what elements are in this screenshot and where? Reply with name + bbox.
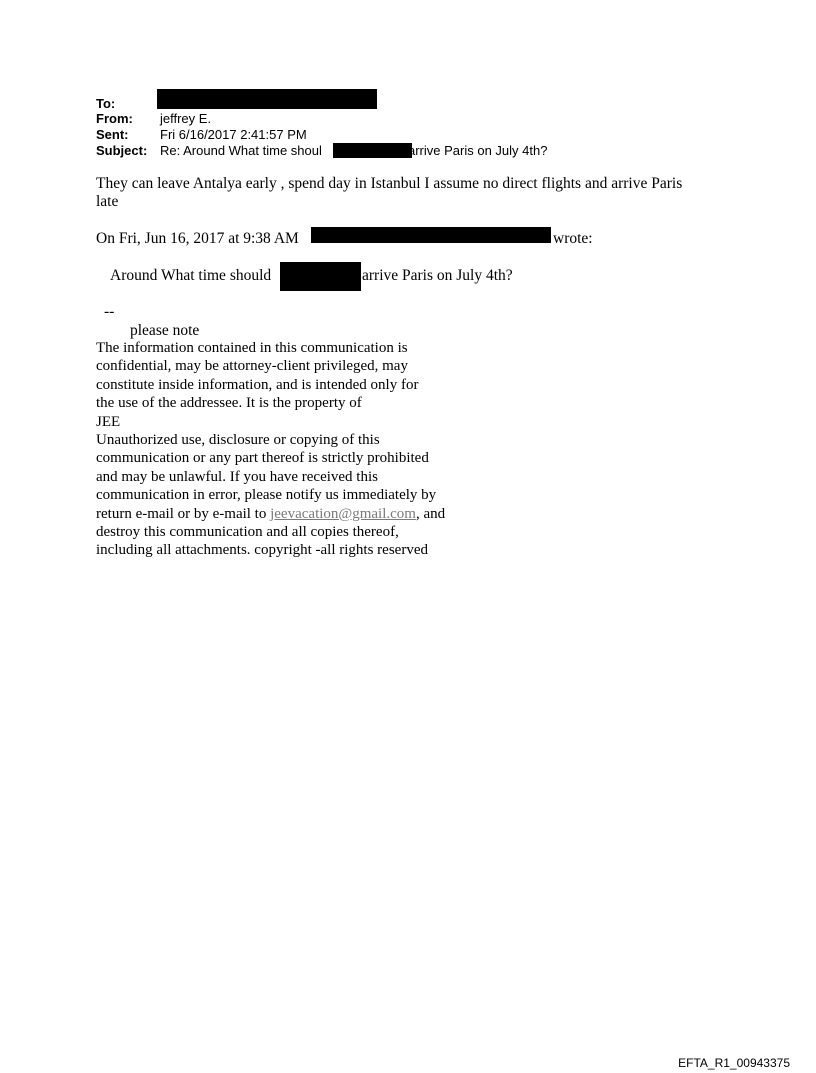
quote-intro-start: On Fri, Jun 16, 2017 at 9:38 AM bbox=[96, 230, 299, 247]
subject-row bbox=[96, 143, 322, 159]
disclaimer-line: including all attachments. copyright -all rights reserved bbox=[96, 542, 428, 559]
to-label: To: bbox=[96, 96, 116, 111]
from-row bbox=[96, 111, 211, 127]
to-row bbox=[96, 96, 160, 112]
subject-value-start: Re: Around What time shoul bbox=[160, 143, 322, 158]
disclaimer-line: constitute inside information, and is intended only for bbox=[96, 376, 419, 393]
disclaimer-line: The information contained in this communication is bbox=[96, 340, 408, 356]
to-redaction bbox=[157, 89, 377, 109]
sender-redaction bbox=[311, 227, 551, 243]
body-line-2: late bbox=[96, 193, 119, 210]
quoted-redaction bbox=[280, 262, 361, 291]
body-line-1: They can leave Antalya early , spend day in Istanbul I assume no direct flights and arrive Paris bbox=[96, 175, 683, 192]
sent-value: Fri 6/16/2017 2:41:57 PM bbox=[160, 127, 307, 142]
please-note: please note bbox=[130, 322, 200, 339]
disclaimer-email-line bbox=[96, 505, 445, 523]
from-value: jeffrey E. bbox=[160, 111, 212, 126]
disclaimer-line: JEE bbox=[96, 413, 121, 430]
disclaimer-line: communication in error, please notify us immediately by bbox=[96, 487, 437, 504]
disclaimer-line: and may be unlawful. If you have received this bbox=[96, 468, 378, 485]
disclaimer-line: communication or any part thereof is strictly prohibited bbox=[96, 450, 429, 467]
return-prefix: return e-mail or by e-mail to bbox=[96, 505, 271, 522]
subject-value-end: arrive Paris on July 4th? bbox=[408, 143, 548, 158]
document-id: EFTA_R1_00943375 bbox=[678, 1056, 790, 1070]
quoted-text-end: arrive Paris on July 4th? bbox=[362, 267, 513, 284]
return-suffix: , and bbox=[415, 505, 446, 522]
subject-redaction bbox=[333, 143, 412, 158]
quoted-text-start: Around What time should bbox=[110, 267, 272, 284]
sent-label: Sent: bbox=[96, 127, 129, 142]
subject-label: Subject: bbox=[96, 143, 148, 158]
disclaimer-block bbox=[96, 339, 445, 560]
disclaimer-line: confidential, may be attorney-client privileged, may bbox=[96, 358, 408, 375]
from-label: From: bbox=[96, 111, 133, 126]
disclaimer-line: the use of the addressee. It is the property of bbox=[96, 395, 362, 412]
disclaimer-line: destroy this communication and all copies thereof, bbox=[96, 524, 399, 541]
disclaimer-line: Unauthorized use, disclosure or copying of this bbox=[96, 432, 380, 449]
sent-row bbox=[96, 127, 307, 143]
signature-dash: -- bbox=[104, 303, 115, 320]
quote-intro-end: wrote: bbox=[553, 230, 593, 247]
email-link[interactable]: jeevacation@gmail.com bbox=[270, 505, 416, 522]
